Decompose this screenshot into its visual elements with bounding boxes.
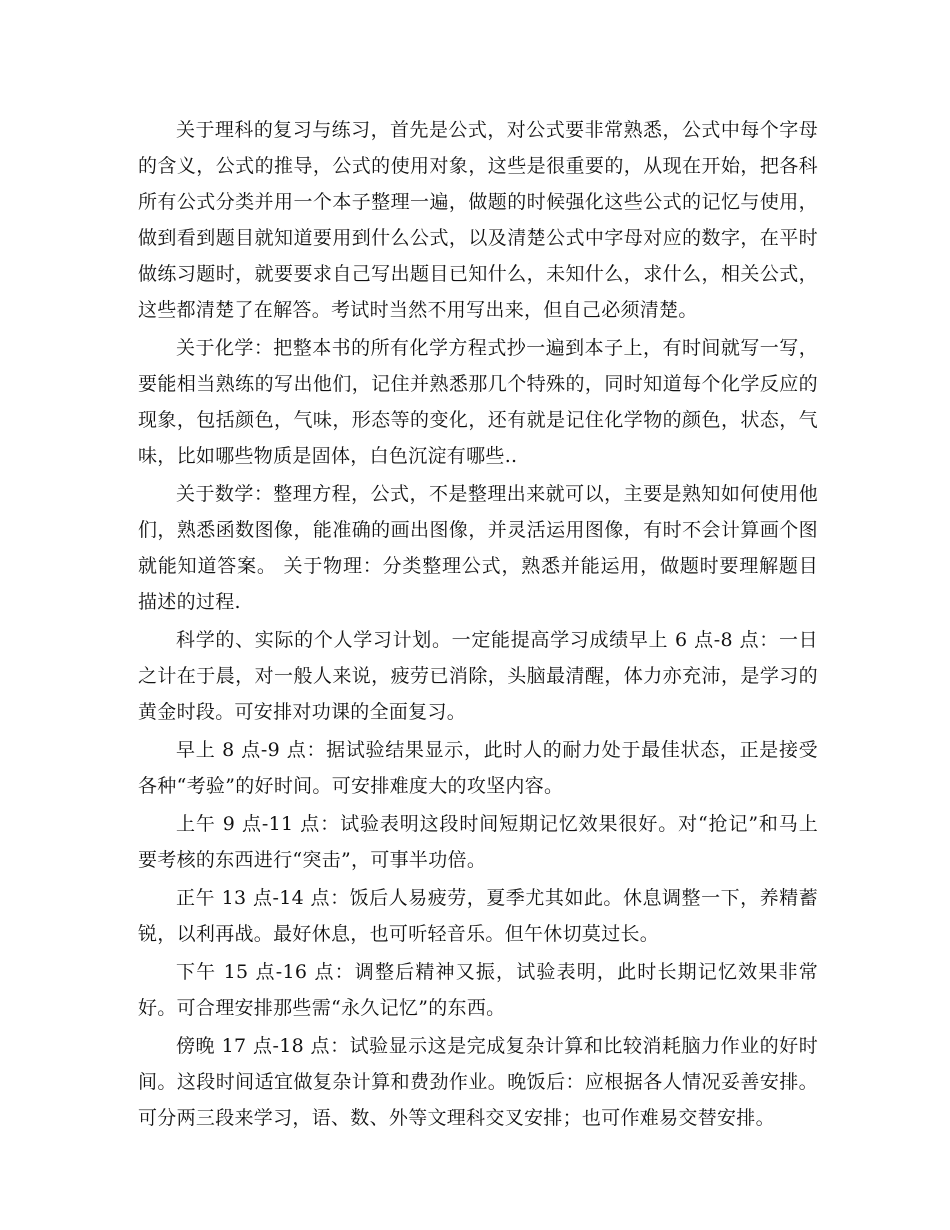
paragraph-17-18: 傍晚 17 点-18 点：试验显示这是完成复杂计算和比较消耗脑力作业的好时间。这段时间适宜做复杂计算和费劲作业。晚饭后：应根据各人情况妥善安排。可分两三段来学习，语、数、外等文理科交叉安排；也可作难易交替安排。	[138, 1035, 818, 1129]
paragraph-study-plan-morning: 科学的、实际的个人学习计划。一定能提高学习成绩早上 6 点-8 点：一日之计在于晨，对一般人来说，疲劳已消除，头脑最清醒，体力亦充沛，是学习的黄金时段。可安排对功课的全面复习。	[138, 629, 818, 723]
paragraph-15-16: 下午 15 点-16 点：调整后精神又振，试验表明，此时长期记忆效果非常好。可合理安排那些需“永久记忆”的东西。	[138, 961, 818, 1019]
paragraph-math-physics: 关于数学：整理方程，公式，不是整理出来就可以，主要是熟知如何使用他们，熟悉函数图像，能准确的画出图像，并灵活运用图像，有时不会计算画个图就能知道答案。 关于物理：分类整理公式，熟悉并能运用，做题时要理解题目描述的过程.	[138, 483, 818, 613]
paragraph-9-11: 上午 9 点-11 点：试验表明这段时间短期记忆效果很好。对“抢记”和马上要考核的东西进行“突击”，可事半功倍。	[138, 813, 818, 871]
paragraph-science-review: 关于理科的复习与练习，首先是公式，对公式要非常熟悉，公式中每个字母的含义，公式的推导，公式的使用对象，这些是很重要的，从现在开始，把各科所有公式分类并用一个本子整理一遍，做题的时候强化这些公式的记忆与使用，做到看到题目就知道要用到什么公式，以及清楚公式中字母对应的数字，在平时做练习题时，就要要求自己写出题目已知什么，未知什么，求什么，相关公式，这些都清楚了在解答。考试时当然不用写出来，但自己必须清楚。	[138, 119, 818, 321]
paragraph-13-14: 正午 13 点-14 点：饭后人易疲劳，夏季尤其如此。休息调整一下，养精蓄锐，以利再战。最好休息，也可听轻音乐。但午休切莫过长。	[138, 887, 818, 945]
paragraph-8-9: 早上 8 点-9 点：据试验结果显示，此时人的耐力处于最佳状态，正是接受各种“考验”的好时间。可安排难度大的攻坚内容。	[138, 739, 818, 797]
paragraph-chemistry: 关于化学：把整本书的所有化学方程式抄一遍到本子上，有时间就写一写，要能相当熟练的写出他们，记住并熟悉那几个特殊的，同时知道每个化学反应的现象，包括颜色，气味，形态等的变化，还有就是记住化学物的颜色，状态，气味，比如哪些物质是固体，白色沉淀有哪些..	[138, 337, 818, 467]
document-body	[138, 112, 818, 1136]
